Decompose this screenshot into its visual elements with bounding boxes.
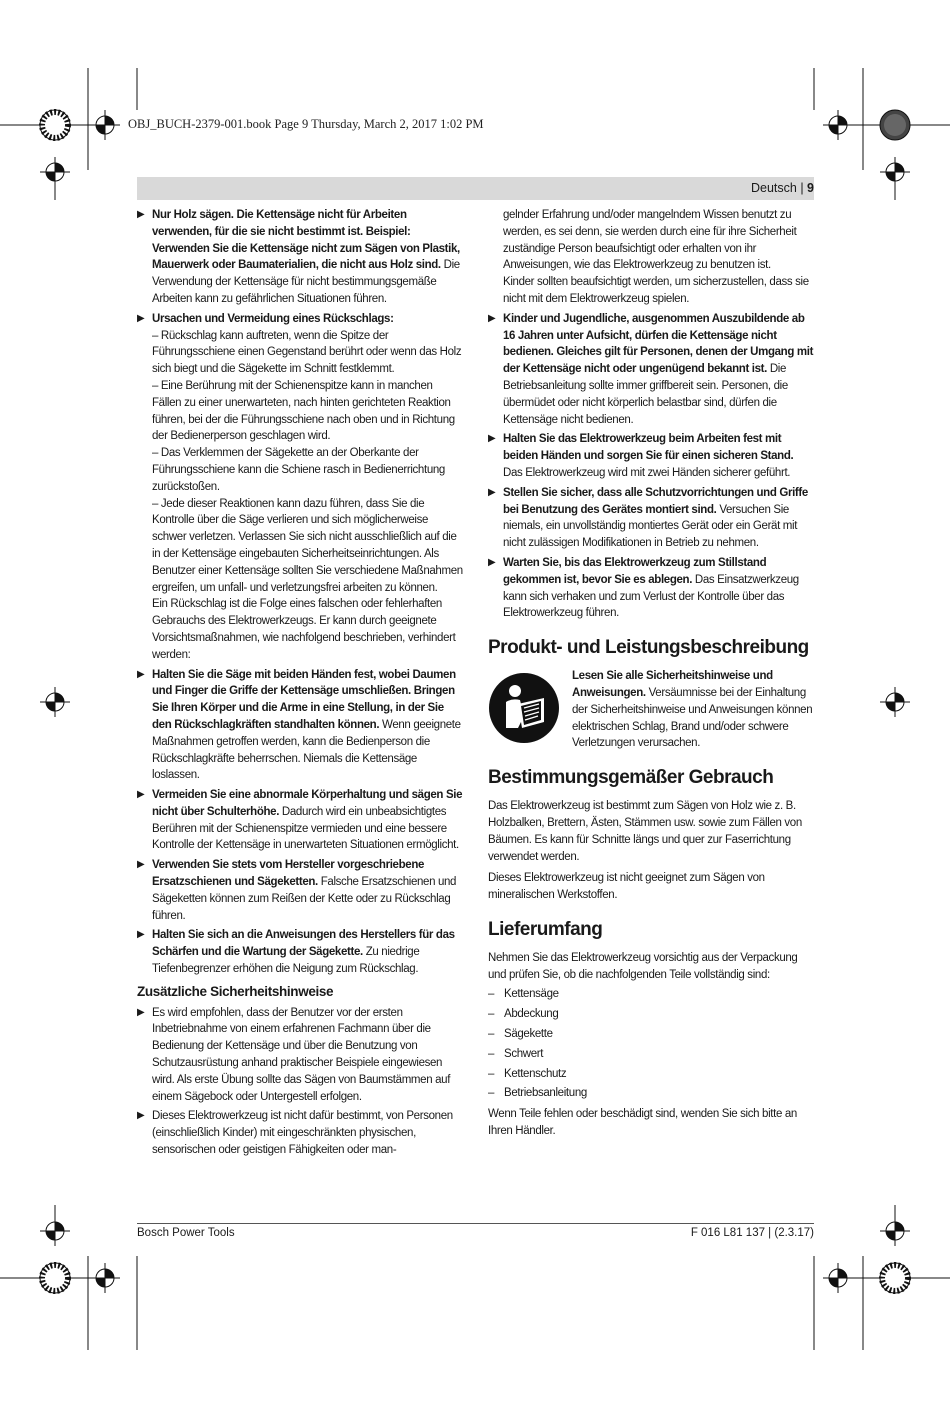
- section-subheading: Zusätzliche Sicherheitshinweise: [137, 983, 334, 999]
- continued-item: [488, 207, 815, 308]
- list-item: [137, 207, 464, 308]
- bullet-triangle-icon: ▶: [137, 929, 145, 941]
- footer-right: F 016 L81 137 | (2.3.17): [690, 1227, 814, 1239]
- item-text: Wenn geeignete Maßnahmen getroffen werden, kann die Bedienperson die Rückschlagkräfte beherrschen. Niemals die Kettensäge loslassen.: [152, 718, 461, 782]
- continued-para: gelnder Erfahrung und/oder mangelndem Wissen benutzt zu werden, es sei denn, sie werden durch eine für ihre Sicherheit zuständige Person beaufsichtigt oder erhalten von ihr Anweisungen, wie das Elektrowerkzeug zu benutzen ist.: [503, 209, 797, 272]
- bullet-triangle-icon: ▶: [137, 859, 145, 871]
- list-item: [137, 667, 464, 785]
- item-bold-text: Vermeiden Sie eine abnormale Körperhaltung und sägen Sie nicht über Schulterhöhe.: [152, 789, 463, 818]
- item-text: Zu niedrige Tiefenbegrenzer erhöhen die Neigung zum Rückschlag.: [152, 946, 420, 976]
- heading-scope-of-delivery: Lieferumfang: [488, 918, 603, 940]
- list-item: [137, 311, 464, 664]
- item-bold-text: Warten Sie, bis das Elektrowerkzeug zum Stillstand gekommen ist, bevor Sie es ablegen.: [503, 556, 767, 586]
- right-column: [488, 207, 815, 1140]
- bullet-triangle-icon: ▶: [137, 668, 145, 680]
- item-bold-text: Nur Holz sägen. Die Kettensäge nicht für Arbeiten verwenden, für die sie nicht bestimmt ist. Beispiel: Verwenden Sie die Kettensäge nicht zum Sägen von Plastik, Mauerwerk oder Baumaterialien, die nicht aus Holz sind.: [152, 209, 460, 272]
- item-bold-text: Stellen Sie sicher, dass alle Schutzvorrichtungen und Griffe bei Benutzung des Gerätes montiert sind.: [503, 486, 808, 516]
- list-item: [137, 1108, 464, 1158]
- item-bold-text: Halten Sie die Säge mit beiden Händen fest, wobei Daumen und Finger die Griffe der Kettensäge umschließen. Bringen Sie Ihren Körper und die Arme in eine Stellung, in der Sie den Rückschlagkräften standhalten können.: [152, 668, 456, 731]
- bullet-triangle-icon: ▶: [488, 556, 496, 568]
- bullet-triangle-icon: ▶: [137, 1110, 145, 1122]
- kickback-para: – Das Verklemmen der Sägekette an der Oberkante der Führungsschiene kann die Schiene rasch in Bedienerrichtung zurückstoßen.: [152, 447, 445, 493]
- item-text: Dadurch wird ein unbeabsichtigtes Berühren mit der Schienenspitze vermieden und eine bessere Kontrolle der Kettensäge in unerwarteten Situationen ermöglicht.: [152, 805, 459, 852]
- warning-bold-text: Lesen Sie alle Sicherheitshinweise und Anweisungen.: [572, 670, 773, 699]
- scope-intro: Nehmen Sie das Elektrowerkzeug vorsichtig aus der Verpackung und prüfen Sie, ob die nachfolgenden Teile vollständig sind:: [488, 951, 798, 981]
- item-text: Das Elektrowerkzeug wird mit zwei Händen sicherer geführt.: [503, 466, 791, 479]
- footer-left: Bosch Power Tools: [137, 1227, 235, 1239]
- heading-product-description: Produkt- und Leistungsbeschreibung: [488, 637, 809, 659]
- item-bold-text: Halten Sie sich an die Anweisungen des Herstellers für das Schärfen und die Wartung der Sägekette.: [152, 929, 455, 959]
- bullet-triangle-icon: ▶: [488, 486, 496, 498]
- item-bold-text: Ursachen und Vermeidung eines Rückschlags:: [152, 312, 394, 325]
- list-item: [488, 555, 815, 622]
- heading-intended-use: Bestimmungsgemäßer Gebrauch: [488, 767, 774, 789]
- bullet-triangle-icon: ▶: [137, 312, 145, 324]
- bullet-triangle-icon: ▶: [137, 1006, 145, 1018]
- item-text: Es wird empfohlen, dass der Benutzer vor der ersten Inbetriebnahme von einem erfahrenen Fachmann über die Bedienung der Kettensäge und über die Benutzung von Schutzausrüstung anhand praktischer Beispiele eingewiesen wird. Als erste Übung sollte das Sägen von Baumstämmen auf einem Sägebock oder Untergestell erfolgen.: [152, 1006, 451, 1103]
- warning-box: [488, 668, 815, 752]
- children-para: Kinder sollten beaufsichtigt werden, um sicherzustellen, dass sie nicht mit dem Elektrowerkzeug spielen.: [503, 276, 809, 305]
- intended-use-para: Das Elektrowerkzeug ist bestimmt zum Sägen von Holz wie z. B. Holzbalken, Brettern, Ästen, Stämmen usw. sowie zum Fällen von Bäumen. Es kann für Schnitte längs und quer zur Faserrichtung verwendet werden.: [488, 800, 802, 863]
- list-item: – Sägekette: [488, 1026, 815, 1043]
- list-item: – Betriebsanleitung: [488, 1085, 815, 1102]
- kickback-para: – Rückschlag kann auftreten, wenn die Spitze der Führungsschiene einen Gegenstand berührt oder wenn das Holz sich biegt und die Sägekette im Schnitt festklemmt.: [152, 329, 462, 376]
- header-band: [137, 177, 814, 200]
- read-manual-icon: [488, 672, 560, 744]
- item-text: Falsche Ersatzschienen und Sägeketten können zum Reißen der Kette oder zu Rückschlag führen.: [152, 876, 457, 922]
- kickback-para: – Jede dieser Reaktionen kann dazu führen, dass Sie die Kontrolle über die Säge verlieren und sich möglicherweise schwer verletzen. Verlassen Sie sich nicht ausschließlich auf die in der Kettensäge eingebauten Sicherheitseinrichtungen. Als Benutzer einer Kettensäge sollten Sie verschiedene Maßnahmen ergreifen, um unfall- und verletzungsfrei arbeiten zu können.: [152, 497, 463, 594]
- list-item: – Kettenschutz: [488, 1066, 815, 1083]
- list-item: [137, 927, 464, 977]
- item-bold-text: Kinder und Jugendliche, ausgenommen Auszubildende ab 16 Jahren unter Aufsicht, dürfen die Kettensäge nicht bedienen. Gleiches gilt für Personen, denen der Umgang mit der Kettensäge nicht oder ungenügend bekannt ist.: [503, 312, 814, 376]
- warning-text: Versäumnisse bei der Einhaltung der Sicherheitshinweise und Anweisungen können elektrischen Schlag, Brand und/oder schwere Verletzungen verursachen.: [572, 686, 813, 750]
- file-header: OBJ_BUCH-2379-001.book Page 9 Thursday, March 2, 2017 1:02 PM: [128, 117, 484, 131]
- intended-use-para: Dieses Elektrowerkzeug ist nicht geeignet zum Sägen von mineralischen Werkstoffen.: [488, 872, 765, 902]
- bullet-triangle-icon: ▶: [137, 789, 145, 801]
- item-text: Versuchen Sie niemals, ein unvollständig montiertes Gerät oder ein Gerät mit nicht zulässigen Modifikationen in Betrieb zu nehmen.: [503, 503, 798, 550]
- list-item: [488, 431, 815, 481]
- item-text: Das Einsatzwerkzeug kann sich verhaken und zum Verlust der Kontrolle über das Elektrowerkzeug führen.: [503, 573, 799, 620]
- item-text: Die Betriebsanleitung sollte immer griffbereit sein. Personen, die übermüdet oder nicht körperlich belastbar sind, dürfen die Kettensäge nicht bedienen.: [503, 363, 788, 426]
- list-item: [137, 857, 464, 924]
- bullet-triangle-icon: ▶: [488, 433, 496, 445]
- item-bold-text: Verwenden Sie stets vom Hersteller vorgeschriebene Ersatzschienen und Sägeketten.: [152, 859, 425, 889]
- scope-outro: Wenn Teile fehlen oder beschädigt sind, wenden Sie sich bitte an Ihren Händler.: [488, 1108, 797, 1138]
- list-item: [137, 1005, 464, 1106]
- list-item: [137, 787, 464, 854]
- item-bold-text: Halten Sie das Elektrowerkzeug beim Arbeiten fest mit beiden Händen und sorgen Sie für einen sicheren Stand.: [503, 433, 794, 463]
- bullet-triangle-icon: ▶: [137, 209, 145, 220]
- list-item: – Schwert: [488, 1046, 815, 1063]
- list-item: [488, 485, 815, 552]
- list-item: [488, 311, 815, 429]
- bullet-triangle-icon: ▶: [488, 312, 496, 324]
- header-language: Deutsch: [750, 181, 797, 195]
- page-header: Deutsch | 9: [750, 181, 814, 195]
- kickback-para: Ein Rückschlag ist die Folge eines falschen oder fehlerhaften Gebrauchs des Elektrowerkzeugs. Er kann durch geeignete Vorsichtsmaßnahmen, wie nachfolgend beschrieben, verhindert werden:: [152, 598, 456, 661]
- page-number: 9: [807, 181, 814, 195]
- footer-rule: [137, 1223, 814, 1224]
- item-text: Dieses Elektrowerkzeug ist nicht dafür bestimmt, von Personen (einschließlich Kinder) mit eingeschränkten physischen, sensorischen oder geistigen Fähigkeiten oder man-: [152, 1110, 453, 1157]
- kickback-para: – Eine Berührung mit der Schienenspitze kann in manchen Fällen zu einer unerwarteten, nach hinten gerichteten Reaktion führen, bei der die Führungsschiene nach oben und in Richtung der Bedienerperson geschlagen wird.: [152, 379, 455, 443]
- left-column: [137, 207, 464, 1162]
- list-item: – Kettensäge: [488, 986, 815, 1003]
- item-text: Die Verwendung der Kettensäge für nicht bestimmungsgemäße Arbeiten kann zu gefährlichen Situationen führen.: [152, 259, 460, 305]
- list-item: – Abdeckung: [488, 1006, 815, 1023]
